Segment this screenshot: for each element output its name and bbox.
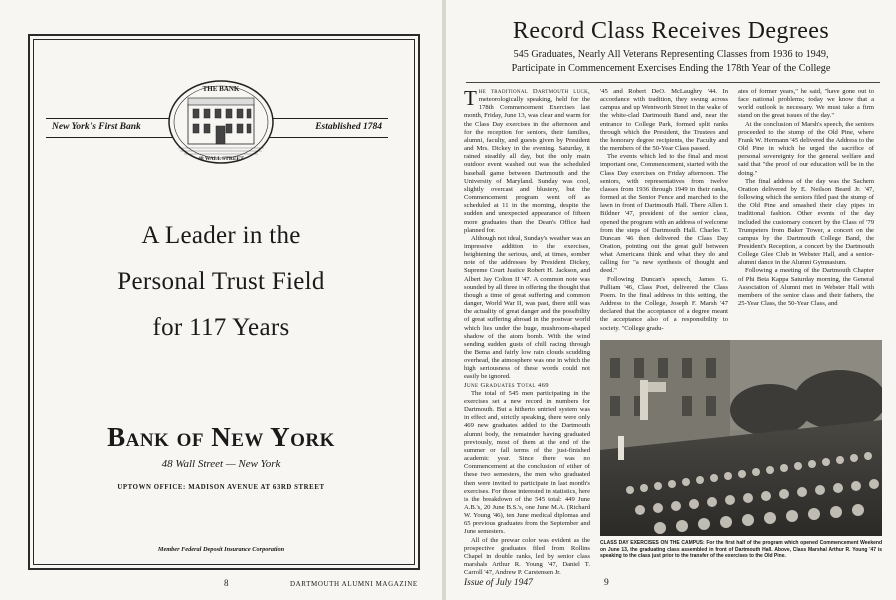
bank-building-engraving [166, 78, 276, 166]
article-column-1 [464, 88, 590, 596]
paragraph: The events which led to the final and most important one, Commencement, started with the Class Day exercises on Friday afternoon. The seniors, with representatives from twelve classes from 1936 through 1949 in their ranks, formed at the Senior Fence and marched to the lawn in front of Dartmouth Hall. There Allen I. Bildner '47, president of the senior class, opened the program with an address of welcome from the steps of Dartmouth Hall. Charles T. Duncan '46 then delivered the Class Day Oration, pointing out the great gulf between what Americans think and what they do and calling for "a new synthesis of thought and deed." [600, 153, 728, 275]
paragraph: At the conclusion of Marsh's speech, the seniors proceeded to the stump of the Old Pine, where Frank W. Hermann '45 delivered the Address to the Old Pine in which he urged the sacrifice of personal sovereignty for the general welfare and said that "the proof of our education will be in the doing." [738, 120, 874, 177]
issue-date: Issue of July 1947 [464, 578, 533, 588]
paragraph: '45 and Robert DeO. McLaughry '44. In accordance with tradition, they swung across campus and up Wentworth Street in the wake of the white-clad Dartmouth Band and, near the entrance to College Park, formed split ranks through which the President, the Trustees and the honorary degree recipients, the Faculty and the members of the 50-Year Class passed. [600, 88, 728, 153]
fdic-notice: Member Federal Deposit Insurance Corporation [157, 546, 285, 553]
right-page-article [446, 0, 896, 600]
paragraph: All of the prewar color was evident as the prospective graduates filed from Rollins Chapel in double ranks, led by senior class marshals Arthur R. Young '47, Daniel T. Carroll '47, Andrew P. Carstensen Jr. [464, 536, 590, 577]
drop-cap: T [464, 88, 477, 110]
lead-in: he traditional Dartmouth luck, [478, 88, 590, 95]
headline-line-3: for 117 Years [152, 314, 290, 341]
title-rule [466, 82, 880, 83]
paragraph: The total of 545 men participating in the exercises set a new record in numbers for Dartmouth. But a hitherto untried system was in effect and, strictly speaking, there were only 469 new graduates added to the Dartmouth alumni body, the remainder having graduated previously, most of them at the end of the summer or fall terms of the just-finished academic year. Since there was no Commencement at the conclusion of either of these two semesters, the men who graduated then were invited to participate in last month's exercises. For those interested in statistics, here is the breakdown of the 545 total: 449 June A.B.'s, 20 June B.S.'s, one June M.A. (Richard W. Young '46), ten June medical diplomas and 65 previous graduates from the September and June semesters. [464, 389, 590, 536]
paragraph: Following Duncan's speech, James G. Pulliam '46, Class Poet, delivered the Class Poem. In the final address in this setting, the Address to the College, Joseph F. Marsh '47 declared that the acceptance of a degree meant the acceptance also of a responsibility to society. "College gradu- [600, 275, 728, 332]
left-page-number: 8 [224, 578, 229, 588]
subtitle-line-2: Participate in Commencement Exercises Ending the 178th Year of the College [511, 63, 831, 74]
article-subtitle [454, 48, 888, 76]
oval-top-label: THE BANK [202, 85, 240, 93]
paragraph: The final address of the day was the Sachem Oration delivered by E. Neilson Beard Jr. '47, following which the seniors filed past the stump of the Old Pine and smashed their clay pipes in traditional fashion. Other events of the day included the customary concert by the Class of '79 Trumpeters from Baker Tower, a concert on the campus by the Dartmouth College Band, the President's Reception, a concert by the Dartmouth College Glee Club in Webster Hall, and a senior-alumni dance in the Alumni Gymnasium. [738, 177, 874, 267]
paragraph: Following a meeting of the Dartmouth Chapter of Phi Beta Kappa Saturday morning, the General Association of Alumni met in Webster Hall with members of the senior class and their fathers, the 25-Year Class, the 50-Year Class, and [738, 267, 874, 308]
banner-slogan: New York's First Bank [52, 122, 141, 132]
article-title: Record Class Receives Degrees [512, 18, 830, 44]
class-day-photo [600, 340, 882, 536]
magazine-name: DARTMOUTH ALUMNI MAGAZINE [290, 580, 418, 588]
left-page-advertisement [0, 0, 442, 600]
paragraph: meteorologically speaking, held for the 178th Commencement Exercises last month, Friday, June 13, was clear and warm for the Class Day exercises in the afternoon and for the reception for seniors, their families, alumni, faculty, and guests given by President and Mrs. Dickey in the evening. Saturday, it rained steadily all day, but the only main outdoor event washed out was the scheduled baseball game between Dartmouth and the University of Maryland. Sunday was cool, slightly overcast and blustery, but the Commencement program went off as scheduled at 11 in the morning, despite the sudden and unexpected appearance of fifteen more graduates than the Dean's Office had planned for. [464, 96, 590, 234]
bank-name-text: Bank of New York [107, 422, 335, 452]
bank-name [40, 422, 402, 453]
headline-line-1: A Leader in the [141, 222, 301, 249]
subtitle-line-1: 545 Graduates, Nearly All Veterans Representing Classes from 1936 to 1949, [513, 49, 829, 60]
paragraph: Although not ideal, Sunday's weather was an impressive addition to the exercises, heightening the serious, and, at times, somber note of the addresses by President Dickey, Supreme Court Justice Robert H. Jackson, and Albert Jay Colton II '47. A common note was sounded by all three in offering the thought that though a time of great suffering and common danger, World War II, was past, there still was the actuality of great danger and the possibility of great suffering abroad in the postwar world which lies under the huge, mushroom-shaped shadow of the atom bomb. With the wind sending sudden gusts of chill racing through the Bema and fairly low rain clouds scudding overhead, the atmosphere was one in which the high seriousness of these words could not easily be ignored. [464, 234, 590, 381]
section-heading: June Graduates Total 469 [464, 381, 549, 389]
paragraph: ates of former years," he said, "have gone out to face national problems; today we know that a world outlook is necessary. We must take a firm stand on the great issues of the day." [738, 88, 874, 120]
uptown-office: UPTOWN OFFICE: MADISON AVENUE AT 63RD STREET [117, 484, 325, 491]
banner-established: Established 1784 [315, 122, 382, 132]
headline-line-2: Personal Trust Field [117, 268, 325, 295]
right-page-number: 9 [604, 578, 609, 588]
bank-address: 48 Wall Street — New York [161, 458, 281, 470]
photo-caption: CLASS DAY EXERCISES ON THE CAMPUS: For the first half of the program which opened Commencement Weekend on June 13, the graduating class assembled in front of Dartmouth Hall. Above, Class Marshal Arthur R. Young '47 is speaking to the class just prior to the transfer of the exercises to the Old Pine. [600, 540, 882, 559]
oval-bottom-label: 48 WALL STREET [198, 156, 244, 162]
article-column-3 [738, 88, 874, 334]
